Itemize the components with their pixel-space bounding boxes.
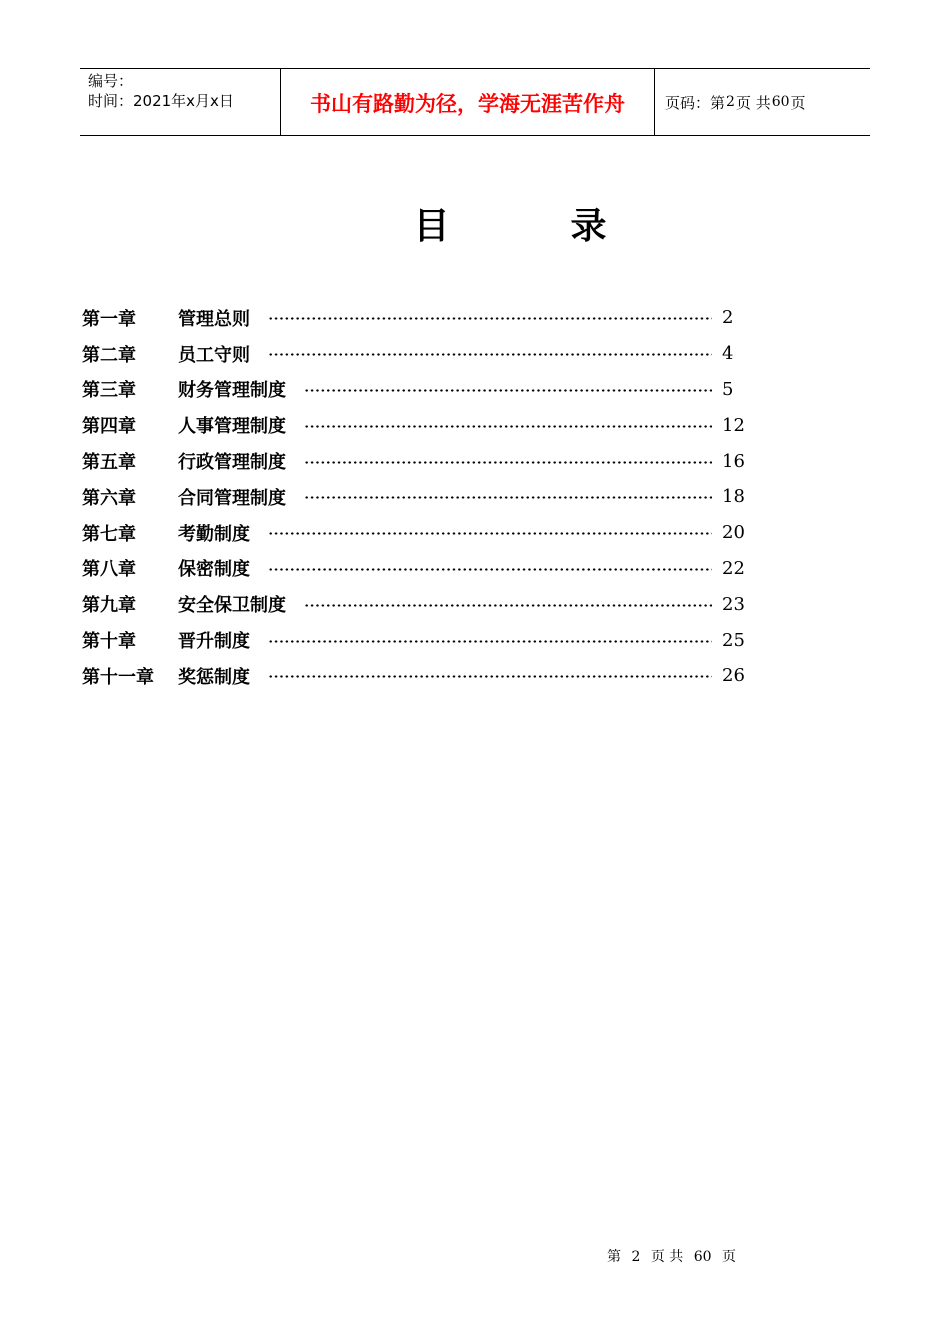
toc-chapter-title: 管理总则 (178, 308, 250, 330)
header-page-info (655, 69, 870, 135)
toc-page-number: 12 (722, 414, 745, 436)
toc-entry[interactable] (82, 300, 762, 336)
toc-chapter-title: 保密制度 (178, 559, 250, 581)
toc-chapter-number: 第十一章 (82, 666, 154, 688)
header-page-end: 页 (790, 93, 806, 112)
toc-chapter-number: 第一章 (82, 308, 136, 330)
toc-entry[interactable] (82, 658, 762, 694)
header-total-pages: 60 (771, 94, 790, 110)
footer-prefix: 第 (607, 1249, 621, 1265)
toc-chapter-title: 行政管理制度 (178, 452, 286, 474)
toc-entry[interactable] (82, 586, 762, 622)
time-label: 时间：2021年x月x日 (88, 92, 234, 110)
footer-total: 60 (693, 1249, 712, 1265)
toc-chapter-number: 第四章 (82, 416, 136, 438)
toc-chapter-number: 第三章 (82, 380, 136, 402)
page-title (0, 198, 950, 249)
title-char-1: 目 (413, 205, 450, 247)
toc-page-number: 23 (722, 593, 745, 615)
toc-chapter-number: 第八章 (82, 559, 136, 581)
toc-entry[interactable] (82, 479, 762, 515)
toc-page-number: 26 (722, 665, 745, 687)
toc-entry[interactable] (82, 372, 762, 408)
toc-dot-leader (304, 461, 712, 464)
table-of-contents (82, 300, 762, 694)
toc-entry[interactable] (82, 443, 762, 479)
toc-chapter-title: 晋升制度 (178, 631, 250, 653)
toc-entry[interactable] (82, 336, 762, 372)
page-footer (607, 1246, 742, 1266)
toc-dot-leader (268, 353, 712, 356)
toc-entry[interactable] (82, 622, 762, 658)
toc-chapter-title: 人事管理制度 (178, 416, 286, 438)
toc-dot-leader (268, 640, 712, 643)
toc-dot-leader (268, 675, 712, 678)
toc-dot-leader (304, 604, 712, 607)
toc-dot-leader (304, 496, 712, 499)
toc-chapter-title: 员工守则 (178, 344, 250, 366)
toc-chapter-title: 合同管理制度 (178, 487, 286, 509)
toc-dot-leader (304, 389, 712, 392)
toc-chapter-number: 第二章 (82, 344, 136, 366)
footer-page-number: 2 (631, 1249, 641, 1265)
toc-page-number: 2 (722, 307, 734, 329)
toc-page-number: 4 (722, 343, 734, 365)
toc-page-number: 25 (722, 629, 745, 651)
toc-page-number: 18 (722, 486, 745, 508)
toc-chapter-number: 第九章 (82, 595, 136, 617)
toc-entry[interactable] (82, 515, 762, 551)
header-page-number: 2 (726, 94, 735, 110)
toc-chapter-title: 安全保卫制度 (178, 595, 286, 617)
toc-chapter-number: 第七章 (82, 523, 136, 545)
toc-dot-leader (268, 317, 712, 320)
footer-suffix: 页 (722, 1249, 737, 1265)
title-char-2: 录 (570, 205, 607, 247)
toc-chapter-number: 第五章 (82, 452, 136, 474)
header-motto: 书山有路勤为径，学海无涯苦作舟 (281, 69, 655, 135)
header-page-mid: 页 共 (735, 93, 771, 112)
toc-chapter-title: 奖惩制度 (178, 666, 250, 688)
toc-dot-leader (268, 568, 712, 571)
toc-page-number: 22 (722, 557, 745, 579)
header-page-label: 页码：第 (665, 93, 726, 112)
toc-page-number: 16 (722, 450, 745, 472)
footer-mid: 页 共 (650, 1249, 684, 1265)
toc-dot-leader (304, 425, 712, 428)
toc-chapter-number: 第六章 (82, 487, 136, 509)
toc-entry[interactable] (82, 407, 762, 443)
toc-chapter-number: 第十章 (82, 631, 136, 653)
toc-chapter-title: 财务管理制度 (178, 380, 286, 402)
toc-page-number: 20 (722, 522, 745, 544)
header-info-cell (80, 69, 281, 135)
toc-page-number: 5 (722, 378, 734, 400)
number-label: 编号： (88, 72, 134, 90)
page-header (80, 68, 870, 136)
toc-entry[interactable] (82, 551, 762, 587)
toc-chapter-title: 考勤制度 (178, 523, 250, 545)
toc-dot-leader (268, 532, 712, 535)
